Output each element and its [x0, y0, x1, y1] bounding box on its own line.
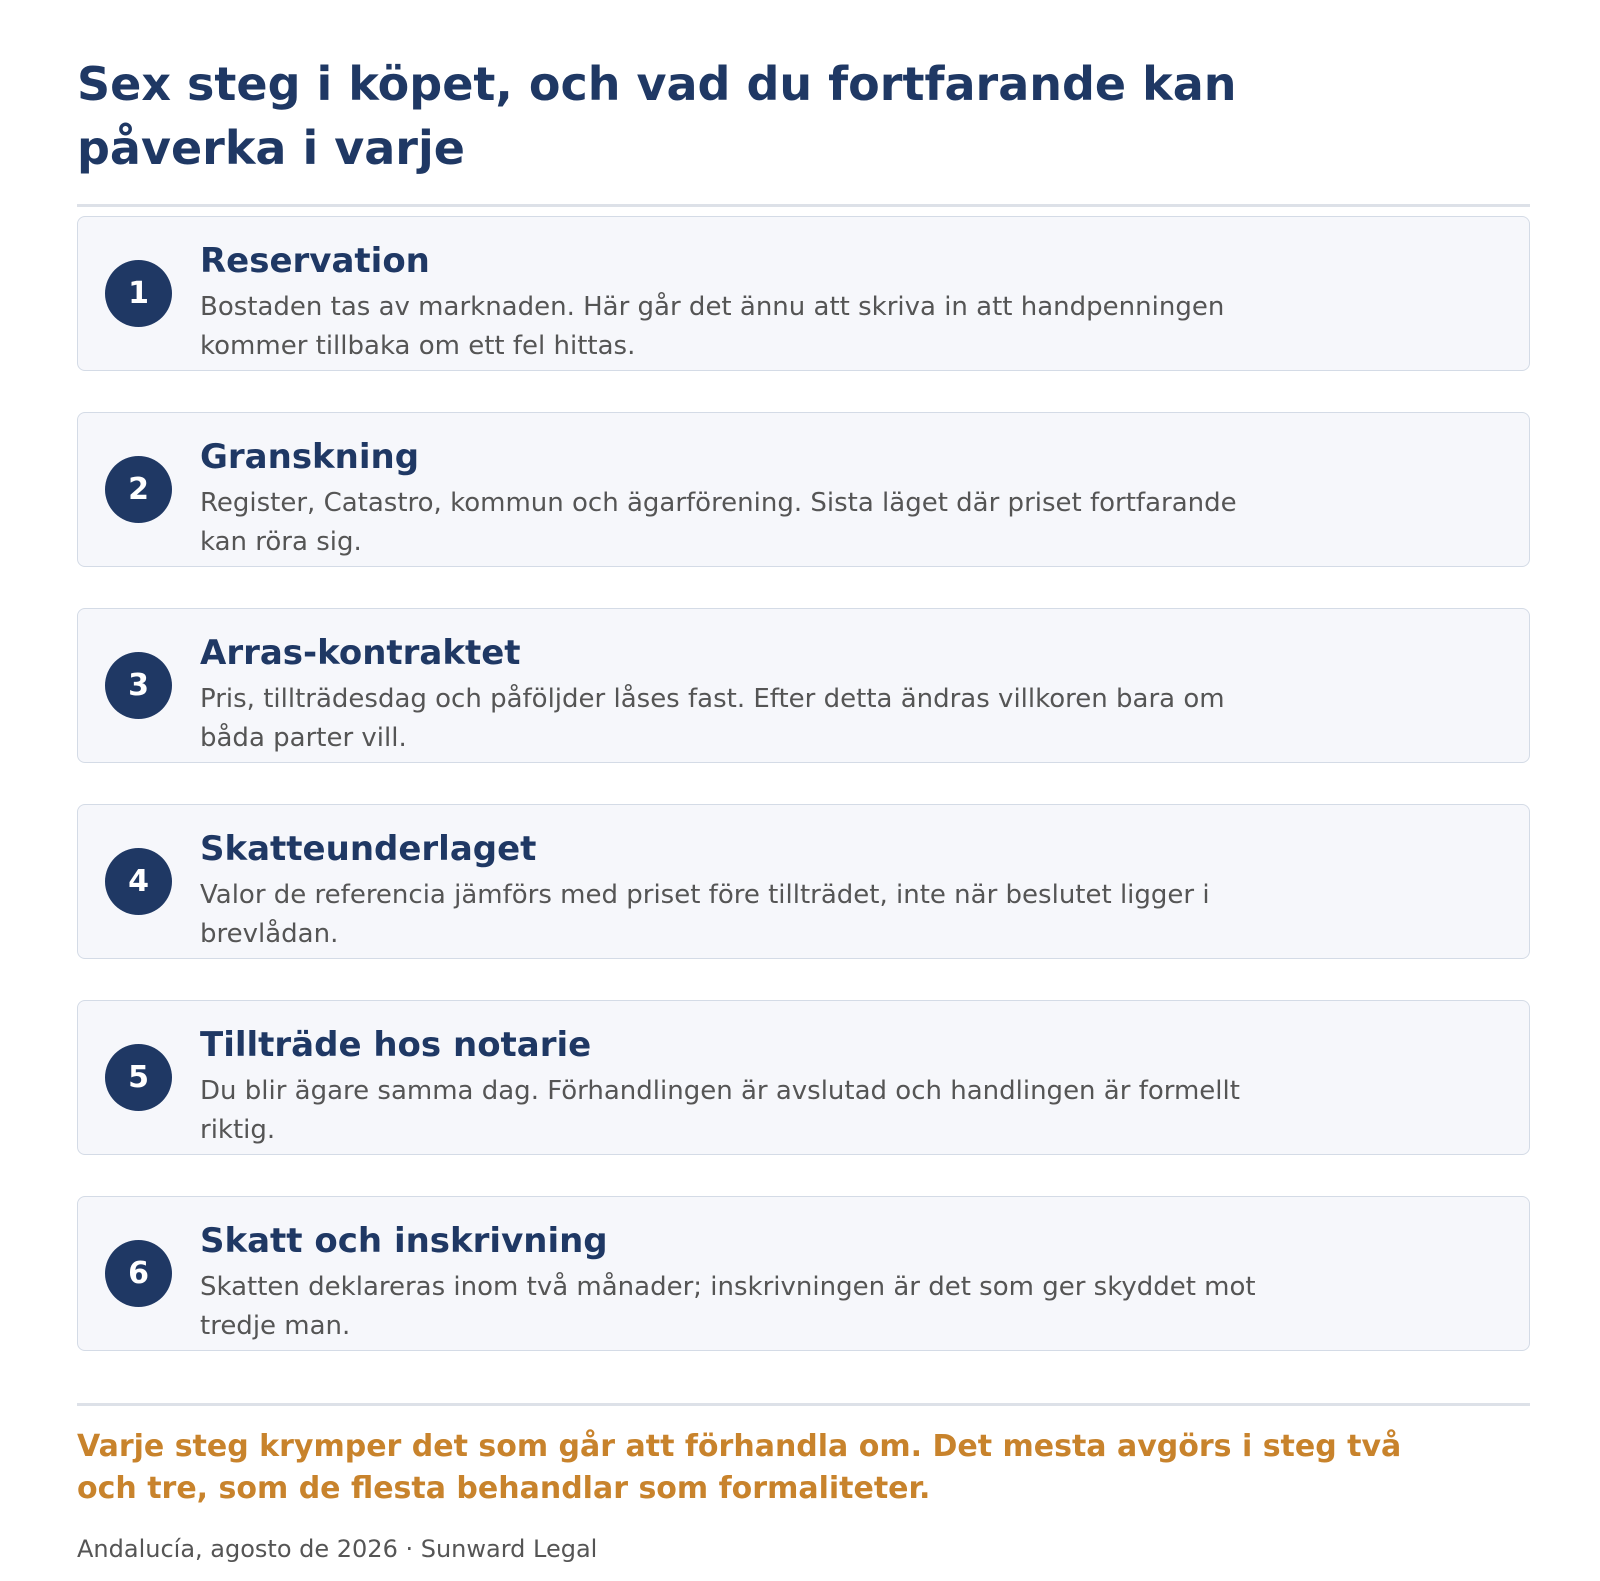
step-description: Pris, tillträdesdag och påföljder låses fast. Efter detta ändras villkoren bara om båda parter vill. [200, 684, 1225, 753]
step-card-1 [77, 216, 1530, 371]
step-description: Valor de referencia jämförs med priset före tillträdet, inte när beslutet ligger i brevlådan. [200, 880, 1210, 949]
step-title: Skatt och inskrivning [200, 1221, 608, 1261]
step-card-2 [77, 412, 1530, 567]
step-number-badge: 3 [105, 652, 172, 719]
steps-list [77, 216, 1530, 1351]
step-title: Skatteunderlaget [200, 829, 537, 869]
step-number-badge: 5 [105, 1044, 172, 1111]
conclusion-text: Varje steg krymper det som går att förhandla om. Det mesta avgörs i steg två och tre, som de flesta behandlar som formaliteter. [77, 1429, 1402, 1506]
step-title: Arras-kontraktet [200, 633, 521, 673]
step-card-5 [77, 1000, 1530, 1155]
page [77, 52, 1530, 1566]
step-number-badge: 6 [105, 1240, 172, 1307]
source-credit: Andalucía, agosto de 2026 · Sunward Legal [77, 1535, 598, 1563]
step-description: Bostaden tas av marknaden. Här går det ännu att skriva in att handpenningen kommer tillbaka om ett fel hittas. [200, 292, 1225, 361]
step-title: Granskning [200, 437, 420, 477]
step-number-badge: 4 [105, 848, 172, 915]
page-title: Sex steg i köpet, och vad du fortfarande kan påverka i varje [77, 57, 1237, 175]
step-card-6 [77, 1196, 1530, 1351]
step-title: Tillträde hos notarie [200, 1025, 592, 1065]
step-description: Skatten deklareras inom två månader; inskrivningen är det som ger skyddet mot tredje man. [200, 1272, 1256, 1341]
step-description: Du blir ägare samma dag. Förhandlingen är avslutad och handlingen är formellt riktig. [200, 1076, 1240, 1145]
step-card-4 [77, 804, 1530, 959]
bottom-divider [77, 1403, 1530, 1406]
step-number-badge: 1 [105, 260, 172, 327]
step-description: Register, Catastro, kommun och ägarförening. Sista läget där priset fortfarande kan röra sig. [200, 488, 1237, 557]
step-card-3 [77, 608, 1530, 763]
top-divider [77, 204, 1530, 207]
step-title: Reservation [200, 241, 430, 281]
step-number-badge: 2 [105, 456, 172, 523]
